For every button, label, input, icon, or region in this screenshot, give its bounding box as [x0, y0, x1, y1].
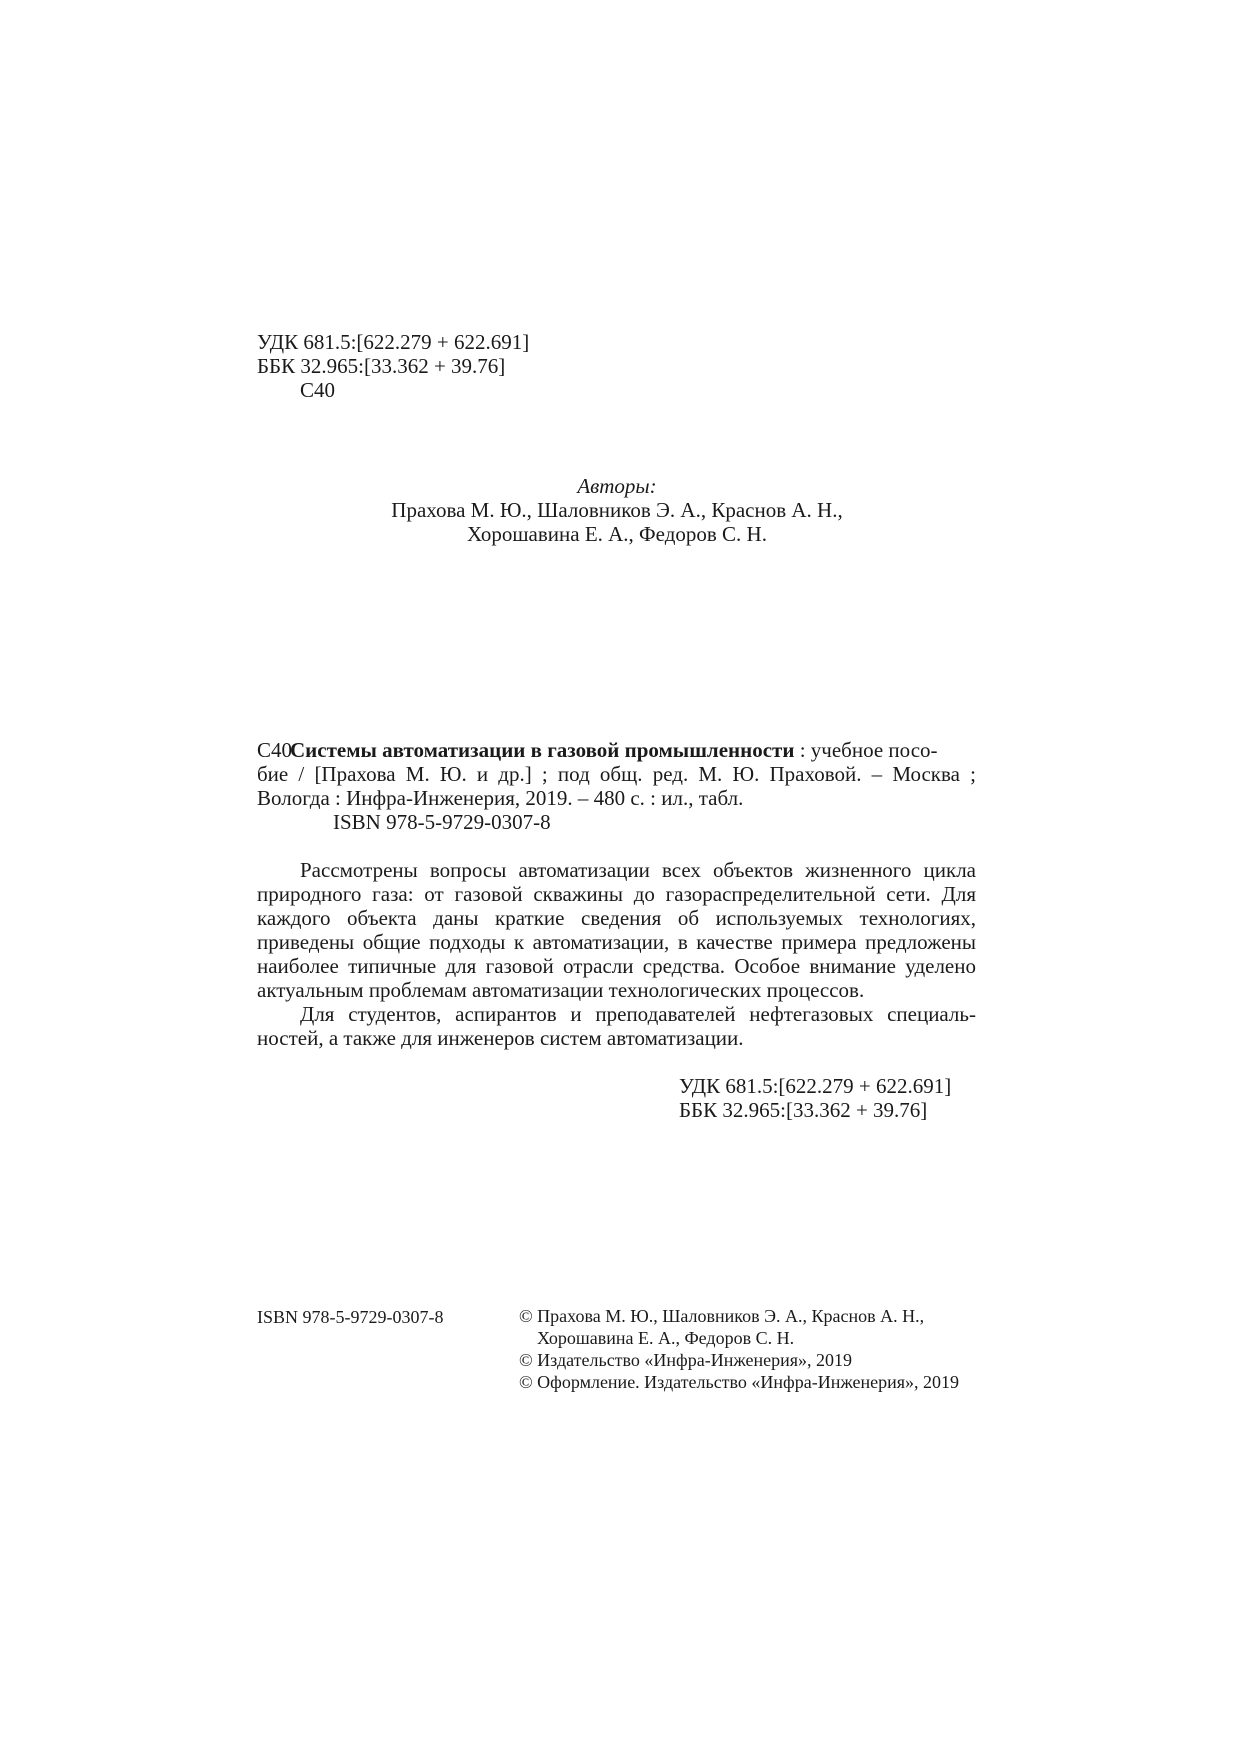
- author-mark-top: С40: [300, 378, 336, 402]
- annotation: [257, 858, 976, 1050]
- catalog-isbn: ISBN 978-5-9729-0307-8: [333, 810, 551, 834]
- footer-isbn: ISBN 978-5-9729-0307-8: [257, 1307, 444, 1327]
- annotation-line: каждого объекта даны краткие сведения об используемых технологиях,: [257, 906, 976, 930]
- catalog-continuation: [257, 762, 976, 810]
- authors-line-2: Хорошавина Е. А., Федоров С. Н.: [467, 522, 767, 546]
- authors-line-1: Прахова М. Ю., Шаловников Э. А., Краснов А. Н.,: [391, 498, 843, 522]
- bbk-bottom: ББК 32.965:[33.362 + 39.76]: [679, 1098, 928, 1122]
- authors-block: [257, 474, 977, 546]
- catalog-line-1-rest: : учебное посо-: [794, 738, 938, 762]
- annotation-line: Рассмотрены вопросы автоматизации всех объектов жизненного цикла: [300, 858, 976, 882]
- book-title: Системы автоматизации в газовой промышленности: [290, 738, 795, 762]
- catalog-line-1: [290, 738, 976, 762]
- annotation-line: актуальным проблемам автоматизации технологических процессов.: [257, 978, 865, 1002]
- catalog-author-mark: С40: [257, 738, 293, 762]
- copyright-line: © Прахова М. Ю., Шаловников Э. А., Краснов А. Н.,: [519, 1306, 925, 1326]
- copyright-line: © Издательство «Инфра-Инженерия», 2019: [519, 1350, 853, 1370]
- udk-bottom: УДК 681.5:[622.279 + 622.691]: [679, 1074, 952, 1098]
- copyright-line: Хорошавина Е. А., Федоров С. Н.: [537, 1328, 795, 1348]
- annotation-line: ностей, а также для инженеров систем автоматизации.: [257, 1026, 744, 1050]
- catalog-line-2: бие / [Прахова М. Ю. и др.] ; под общ. ред. М. Ю. Праховой. – Москва ;: [257, 762, 976, 786]
- bbk-top: ББК 32.965:[33.362 + 39.76]: [257, 354, 506, 378]
- annotation-line: природного газа: от газовой скважины до газораспределительной сети. Для: [257, 882, 976, 906]
- annotation-line: приведены общие подходы к автоматизации, в качестве примера предложены: [257, 930, 976, 954]
- copyright-line: © Оформление. Издательство «Инфра-Инженерия», 2019: [519, 1372, 960, 1392]
- authors-heading: Авторы:: [577, 474, 657, 498]
- annotation-line: наиболее типичные для газовой отрасли средства. Особое внимание уделено: [257, 954, 976, 978]
- annotation-line: Для студентов, аспирантов и преподавателей нефтегазовых специаль-: [300, 1002, 976, 1026]
- copyright-block: [519, 1305, 959, 1393]
- catalog-line-3: Вологда : Инфра-Инженерия, 2019. – 480 с. : ил., табл.: [257, 786, 744, 810]
- catalog-entry: [290, 738, 976, 762]
- udk-top: УДК 681.5:[622.279 + 622.691]: [257, 330, 530, 354]
